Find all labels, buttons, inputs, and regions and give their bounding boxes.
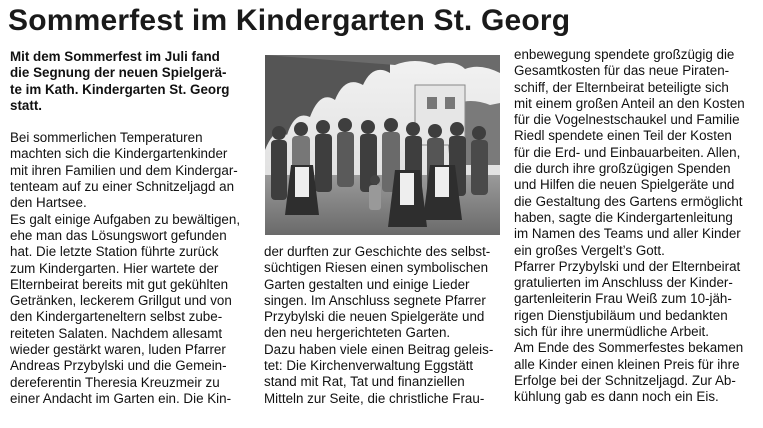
text-line: Dazu haben viele einen Beitrag geleis- (264, 341, 494, 357)
lead-line: te im Kath. Kindergarten St. Georg (10, 81, 230, 97)
text-line: dereferentin Theresia Kreuzmeir zu (10, 374, 220, 390)
group-photo-icon (265, 55, 500, 235)
text-line: tenteam auf zu einer Schnitzeljagd an (10, 179, 235, 195)
lead-line: Mit dem Sommerfest im Juli fand (10, 49, 220, 64)
text-line: Bei sommerlichen Temperaturen (10, 130, 203, 146)
lead-line: statt. (10, 97, 42, 113)
text-line: kühlung gab es dann noch ein Eis. (514, 389, 719, 405)
article-lead (10, 49, 246, 114)
text-line: im Namen des Teams und aller Kinder (514, 226, 741, 242)
text-line: den Hartsee. (10, 195, 87, 211)
text-line: haben, sagte die Kindergartenleitung (514, 209, 733, 225)
text-line: Pfarrer Przybylski und der Elternbeirat (514, 258, 741, 274)
paragraph-ending (514, 340, 753, 405)
text-line: Gesamtkosten für das neue Piraten- (514, 63, 730, 79)
text-line: den Kindergarteneltern selbst zube- (10, 309, 223, 325)
text-line: gartenleiterin Frau Weiß zum 10-jäh- (514, 291, 732, 307)
text-line: und Hilfen die neuen Spielgeräte und (514, 177, 735, 193)
paragraph-andacht-cont (264, 244, 500, 342)
text-line: stand mit Rat, Tat und finanziellen (264, 374, 465, 390)
group-photo (265, 55, 500, 235)
text-line: Am Ende des Sommerfestes bekamen (514, 340, 744, 356)
text-line: für die Vogelnestschaukel und Familie (514, 112, 740, 128)
text-line: ein großes Vergelt’s Gott. (514, 242, 665, 258)
text-line: für die Erd- und Einbauarbeiten. Allen, (514, 144, 741, 160)
text-line: Andreas Przybylski und die Gemein- (10, 358, 227, 374)
text-line: alle Kinder einen kleinen Preis für ihre (514, 356, 740, 372)
text-line: mit ihren Familien und dem Kindergar- (10, 162, 238, 178)
text-line: rigen Dienstjubiläum und bedankten (514, 307, 728, 323)
paragraph-temperatures (10, 130, 246, 211)
text-line: schiff, der Elternbeirat beteiligte sich (514, 79, 729, 95)
paragraph-anniversary (514, 259, 753, 340)
text-line: tet: Die Kirchenverwaltung Eggstätt (264, 358, 474, 374)
text-line: die Gestaltung des Gartens ermöglicht (514, 193, 743, 209)
text-line: der durften zur Geschichte des selbst- (264, 244, 491, 259)
text-line: zum Kindergarten. Hier wartete der (10, 260, 219, 276)
article-column-2 (264, 244, 500, 407)
article-column-1 (10, 49, 246, 407)
text-line: Erfolge bei der Schnitzeljagd. Zur Ab- (514, 372, 736, 388)
paragraph-contributions (264, 342, 500, 407)
text-line: reiteten Salaten. Nachdem allesamt (10, 325, 223, 341)
article-column-3 (514, 47, 753, 406)
text-line: den neu hergerichteten Garten. (264, 325, 451, 341)
text-line: Przybylski die neuen Spielgeräte und (264, 309, 485, 325)
text-line: Elternbeirat bereits mit gut gekühlten (10, 276, 229, 292)
text-line: Garten gestalten und einige Lieder (264, 276, 470, 292)
text-line: Getränken, leckerem Grillgut und von (10, 293, 232, 309)
text-line: gratulierten im Anschluss der Kinder- (514, 275, 733, 291)
paragraph-tasks (10, 212, 246, 408)
article-headline: Sommerfest im Kindergarten St. Georg (8, 4, 571, 37)
lead-line: die Segnung der neuen Spielgerä- (10, 65, 227, 81)
text-line: enbewegung spendete großzügig die (514, 47, 735, 62)
text-line: mit einem großen Anteil an den Kosten (514, 95, 745, 111)
text-line: singen. Im Anschluss segnete Pfarrer (264, 292, 486, 308)
paragraph-contributions-cont (514, 47, 753, 259)
text-line: ehe man das Lösungswort gefunden (10, 227, 227, 243)
text-line: machten sich die Kindergartenkinder (10, 146, 228, 162)
text-line: süchtigen Riesen einen symbolischen (264, 260, 489, 276)
text-line: sich für ihre unermüdliche Arbeit. (514, 324, 710, 340)
text-line: die durch ihre großzügigen Spenden (514, 161, 731, 177)
text-line: wieder gestärkt waren, luden Pfarrer (10, 342, 226, 358)
text-line: hat. Die letzte Station führte zurück (10, 244, 219, 260)
text-line: einer Andacht im Garten ein. Die Kin- (10, 390, 232, 406)
text-line: Riedl spendete einen Teil der Kosten (514, 128, 732, 144)
text-line: Es galt einige Aufgaben zu bewältigen, (10, 211, 241, 227)
text-line: Mitteln zur Seite, die christliche Frau- (264, 390, 485, 406)
